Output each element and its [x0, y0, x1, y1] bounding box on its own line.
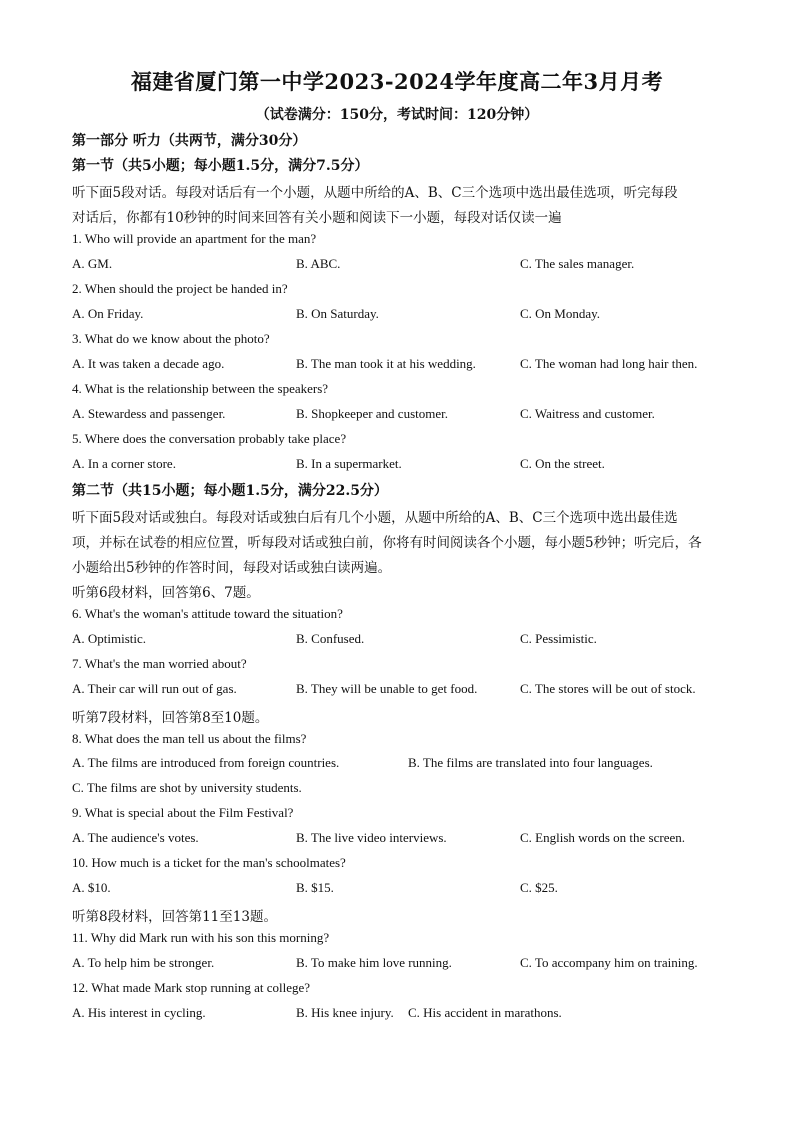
- option-a: A. The films are introduced from foreign countries.: [72, 755, 340, 770]
- section-heading-2: 第二节（共15小题；每小题1.5分，满分22.5分）: [72, 483, 388, 499]
- question-text: 1. Who will provide an apartment for the man?: [72, 231, 317, 246]
- option-c: C. The sales manager.: [520, 256, 635, 271]
- material-note: 听第8段材料，回答第11至13题。: [72, 909, 277, 925]
- option-b: B. His knee injury.: [296, 1005, 394, 1020]
- page-subtitle: （试卷满分：150分，考试时间：120分钟）: [255, 107, 539, 123]
- instruction-line: 项，并标在试卷的相应位置，听每段对话或独白前，你将有时间阅读各个小题，每小题5秒钟；听完后，各: [72, 535, 702, 551]
- instruction-line: 对话后，你都有10秒钟的时间来回答有关小题和阅读下一小题，每段对话仅读一遍: [72, 210, 562, 226]
- option-c: C. Waitress and customer.: [520, 406, 655, 421]
- question-text: 5. Where does the conversation probably take place?: [72, 431, 347, 446]
- option-b: B. The live video interviews.: [296, 830, 447, 845]
- question-text: 8. What does the man tell us about the films?: [72, 731, 307, 746]
- option-a: A. $10.: [72, 880, 111, 895]
- question-text: 6. What's the woman's attitude toward the situation?: [72, 606, 343, 621]
- material-note: 听第6段材料，回答第6、7题。: [72, 585, 260, 601]
- option-c: C. On Monday.: [520, 306, 601, 321]
- option-c: C. Pessimistic.: [520, 631, 597, 646]
- option-a: A. To help him be stronger.: [72, 955, 215, 970]
- instruction-line: 听下面5段对话。每段对话后有一个小题，从题中所给的A、B、C三个选项中选出最佳选项，听完每段: [72, 185, 678, 201]
- option-c: C. English words on the screen.: [520, 830, 686, 845]
- material-note: 听第7段材料，回答第8至10题。: [72, 710, 269, 726]
- option-c: C. $25.: [520, 880, 558, 895]
- question-text: 2. When should the project be handed in?: [72, 281, 288, 296]
- option-c: C. The films are shot by university students.: [72, 780, 302, 795]
- option-c: C. The stores will be out of stock.: [520, 681, 696, 696]
- part-heading: 第一部分 听力（共两节，满分30分）: [72, 133, 307, 149]
- question-text: 10. How much is a ticket for the man's schoolmates?: [72, 855, 346, 870]
- option-a: A. In a corner store.: [72, 456, 176, 471]
- question-text: 11. Why did Mark run with his son this morning?: [72, 930, 330, 945]
- option-c: C. To accompany him on training.: [520, 955, 698, 970]
- option-a: A. Optimistic.: [72, 631, 147, 646]
- option-c: C. His accident in marathons.: [408, 1005, 562, 1020]
- option-b: B. They will be unable to get food.: [296, 681, 478, 696]
- option-b: B. Shopkeeper and customer.: [296, 406, 448, 421]
- question-text: 4. What is the relationship between the speakers?: [72, 381, 329, 396]
- option-a: A. His interest in cycling.: [72, 1005, 206, 1020]
- question-text: 3. What do we know about the photo?: [72, 331, 270, 346]
- option-b: B. On Saturday.: [296, 306, 379, 321]
- option-a: A. Stewardess and passenger.: [72, 406, 226, 421]
- option-a: A. The audience's votes.: [72, 830, 199, 845]
- option-b: B. The films are translated into four languages.: [408, 755, 653, 770]
- option-c: C. On the street.: [520, 456, 605, 471]
- option-a: A. Their car will run out of gas.: [72, 681, 237, 696]
- option-b: B. The man took it at his wedding.: [296, 356, 476, 371]
- option-a: A. It was taken a decade ago.: [72, 356, 225, 371]
- instruction-line: 小题给出5秒钟的作答时间，每段对话或独白读两遍。: [72, 560, 392, 576]
- option-b: B. Confused.: [296, 631, 365, 646]
- question-text: 7. What's the man worried about?: [72, 656, 247, 671]
- section-heading-1: 第一节（共5小题；每小题1.5分，满分7.5分）: [72, 158, 369, 174]
- option-b: B. In a supermarket.: [296, 456, 402, 471]
- question-text: 9. What is special about the Film Festival?: [72, 805, 294, 820]
- option-b: B. ABC.: [296, 256, 341, 271]
- option-a: A. On Friday.: [72, 306, 144, 321]
- question-text: 12. What made Mark stop running at college?: [72, 980, 311, 995]
- instruction-line: 听下面5段对话或独白。每段对话或独白后有几个小题，从题中所给的A、B、C三个选项中选出最佳选: [72, 510, 678, 526]
- option-b: B. To make him love running.: [296, 955, 452, 970]
- page-title: 福建省厦门第一中学2023-2024学年度高二年3月月考: [130, 69, 664, 94]
- option-c: C. The woman had long hair then.: [520, 356, 698, 371]
- option-b: B. $15.: [296, 880, 334, 895]
- option-a: A. GM.: [72, 256, 113, 271]
